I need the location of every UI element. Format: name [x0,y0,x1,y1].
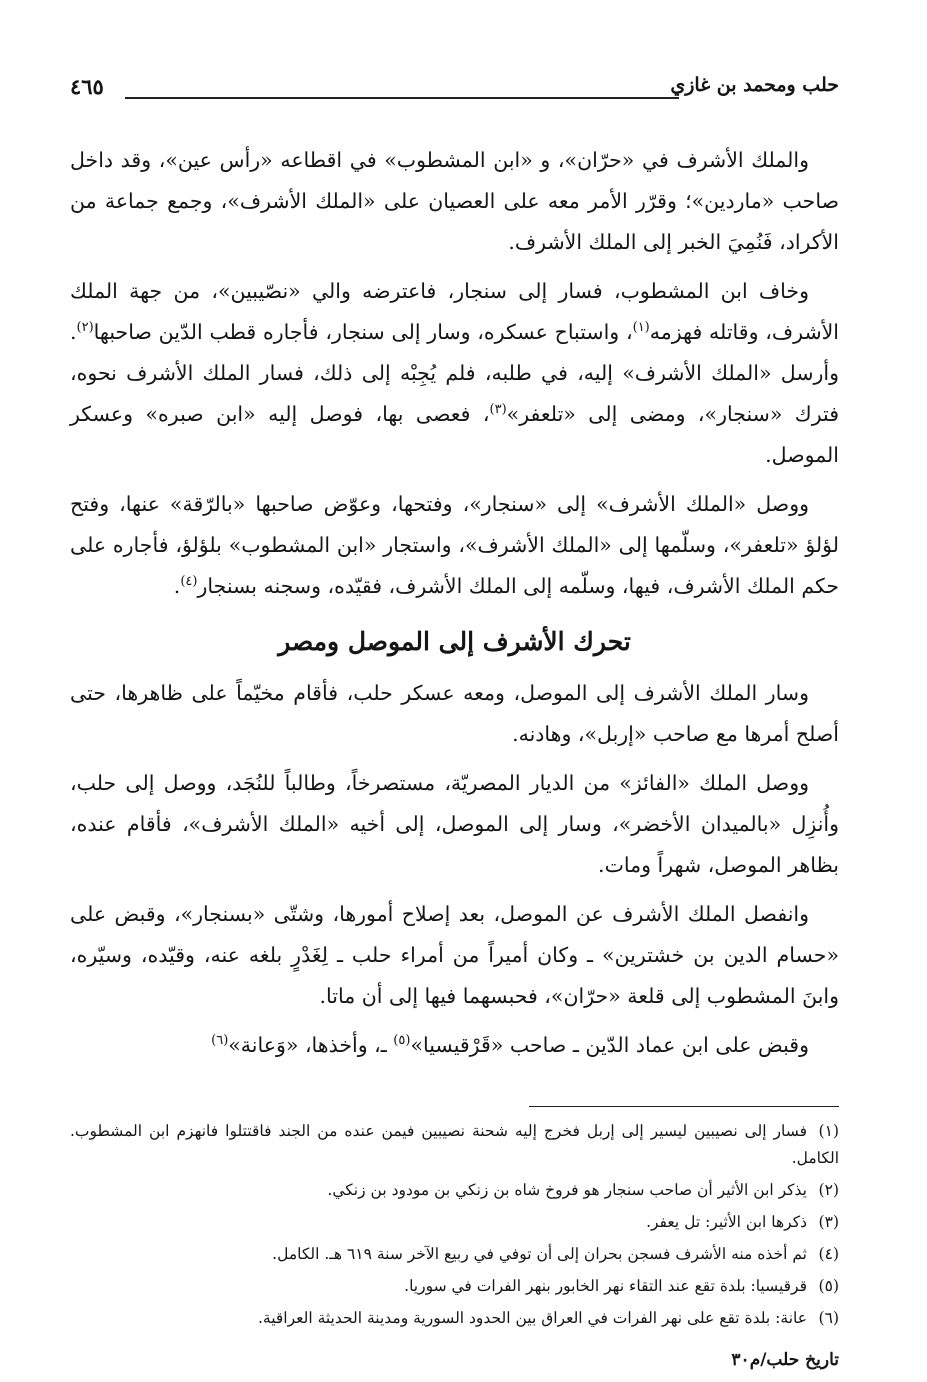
footnote-item [70,1241,839,1268]
footnote-ref-2: (٢) [76,320,94,336]
footnote-rule [529,1106,839,1107]
paragraph-6: وانفصل الملك الأشرف عن الموصل، بعد إصلاح أمورها، وشتّى «بسنجار»، وقبض على «حسام الدين بن خشترين» ـ وكان أميراً من أمراء حلب ـ لِغَدْرٍ بلغه عنه، وقيّده، وسيّره، وابنَ المشطوب إلى قلعة «حرّان»، فحبسهما فيها إلى أن ماتا. [70,902,839,1008]
footnote-item [70,1118,839,1172]
footnote-ref-1: (١) [632,320,650,336]
paragraph-7-text-a: وقبض على ابن عماد الدّين ـ صاحب «قَرْقيسيا» [410,1033,809,1057]
paragraph-2-text-d: ، فعصى بها، فوصل إليه «ابن صبره» وعسكر الموصل. [70,402,839,467]
footnote-text: ثم أخذه منه الأشرف فسجن بحران إلى أن توفي في ربيع الآخر سنة ٦١٩ هـ. الكامل. [272,1245,807,1263]
paragraph-4: وسار الملك الأشرف إلى الموصل، ومعه عسكر حلب، فأقام مخيّماً على ظاهرها، حتى أصلح أمرها مع صاحب «إربل»، وهادنه. [70,681,839,746]
running-title: حلب ومحمد بن غازي [670,74,839,96]
paragraph-7-text-b: ـ، وأخذها، «وَعانة» [228,1033,394,1057]
paragraph-2-text-b: ، واستباح عسكره، وسار إلى سنجار، فأجاره قطب الدّين صاحبها [93,320,633,344]
footnote-text: فسار إلى نصيبين ليسير إلى إربل فخرج إليه شحنة نصيبين فيمن عنده من الجند فاقتتلوا فانهزم ابن المشطوب. الكامل. [70,1122,839,1167]
footnote-number: (٢) [818,1181,839,1199]
footnote-ref-6: (٦) [211,1033,229,1049]
body-text [70,140,839,1074]
footnote-item [70,1305,839,1332]
footnote-item [70,1177,839,1204]
footnote-ref-3: (٣) [489,402,507,418]
paragraph-3-text-b: . [173,574,181,598]
paragraph-3-text-a: ووصل «الملك الأشرف» إلى «سنجار»، وفتحها، وعوّض صاحبها «بالرّقة» عنها، وفتح لؤلؤ «تلعفر»، وسلّمها إلى «الملك الأشرف»، واستجار «ابن المشطوب» بلؤلؤ، فأجاره على حكم الملك الأشرف، فيها، وسلّمه إلى الملك الأشرف، فقيّده، وسجنه بسنجار [70,492,839,598]
paragraph-3 [70,484,839,607]
footnote-number: (٤) [818,1245,839,1263]
footnote-number: (١) [818,1122,839,1140]
paragraph-1: والملك الأشرف في «حرّان»، و «ابن المشطوب» في اقطاعه «رأس عين»، وقد داخل صاحب «ماردين»؛ وقرّر الأمر معه على العصيان على «الملك الأشرف»، وجمع جماعة من الأكراد، فَنُمِيَ الخبر إلى الملك الأشرف. [70,148,839,254]
footnote-text: يذكر ابن الأثير أن صاحب سنجار هو فروخ شاه بن زنكي بن مودود بن زنكي. [327,1181,807,1199]
footnote-text: عانة: بلدة تقع على نهر الفرات في العراق بين الحدود السورية ومدينة الحديثة العراقية. [257,1309,807,1327]
footnote-text: ذكرها ابن الأثير: تل يعفر. [646,1213,807,1231]
footnote-text: قرقيسيا: بلدة تقع عند التقاء نهر الخابور بنهر الفرات في سوريا. [404,1277,807,1295]
page-number: ٤٦٥ [70,74,104,99]
footnote-number: (٥) [818,1277,839,1295]
paragraph-7 [70,1025,839,1066]
footnote-number: (٣) [818,1213,839,1231]
header-rule [125,97,679,99]
paragraph-2 [70,271,839,476]
page-header [70,70,839,110]
footnotes [70,1118,839,1337]
section-heading: تحرك الأشرف إلى الموصل ومصر [278,627,631,656]
paragraph-2-text-c: . وأرسل «الملك الأشرف» إليه، في طلبه، فلم يُجِبْه إلى ذلك، فسار الملك الأشرف نحوه، فترك «سنجار»، ومضى إلى «تلعفر» [70,320,840,426]
footnote-item [70,1273,839,1300]
footnote-number: (٦) [818,1309,839,1327]
paragraph-5: ووصل الملك «الفائز» من الديار المصريّة، مستصرخاً، وطالباً للنُجَد، ووصل إلى حلب، وأُنزِل «بالميدان الأخضر»، وسار إلى الموصل، إلى أخيه «الملك الأشرف»، فأقام عنده، بظاهر الموصل، شهراً ومات. [70,771,839,877]
footnote-item [70,1209,839,1236]
footnote-ref-5: (٥) [393,1033,411,1049]
printer-signature: تاريخ حلب/م٣٠ [731,1350,839,1370]
footnote-ref-4: (٤) [180,574,198,590]
paragraph-2-text-a: وخاف ابن المشطوب، فسار إلى سنجار، فاعترضه والي «نصّيبين»، من جهة الملك الأشرف، وقاتله فهزمه [70,279,840,344]
